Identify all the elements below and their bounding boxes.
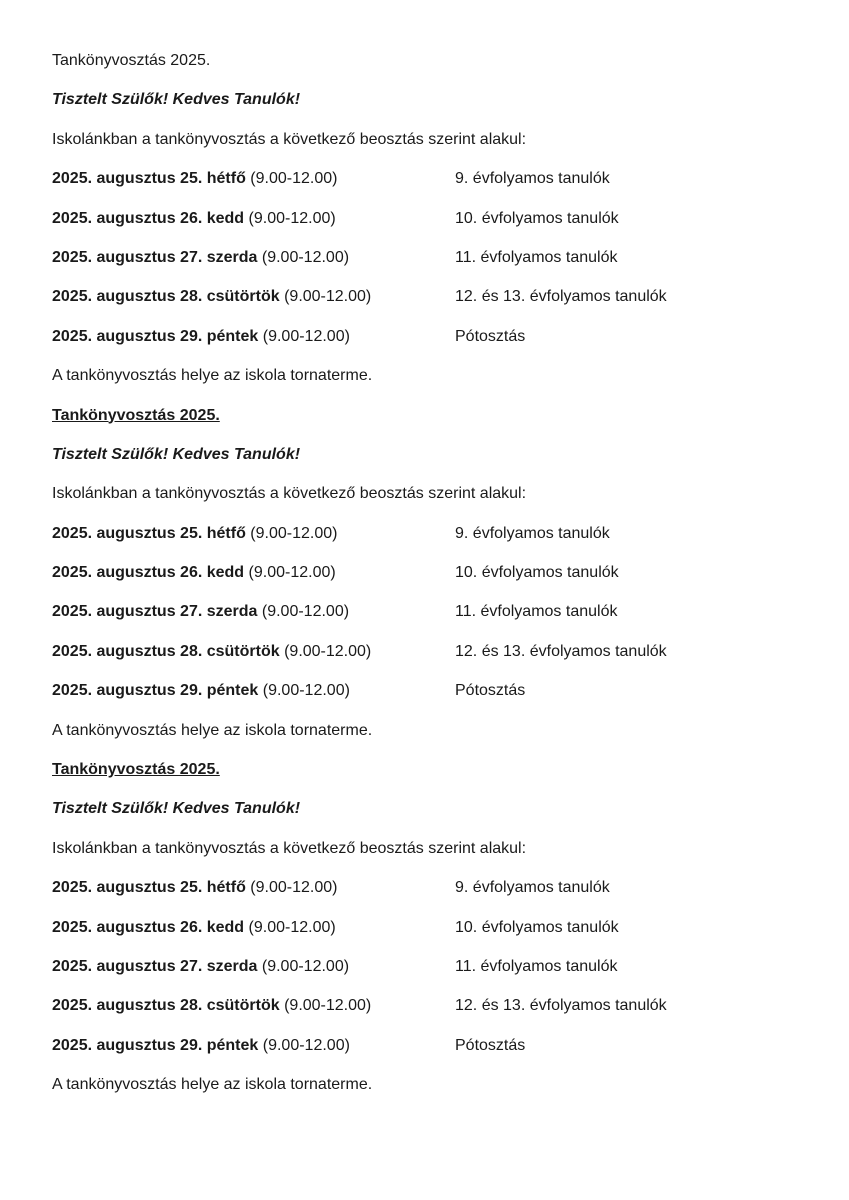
schedule-date: 2025. augusztus 29. péntek	[52, 1036, 259, 1054]
schedule-group: 9. évfolyamos tanulók	[455, 879, 610, 897]
schedule-row	[52, 917, 812, 956]
schedule-date-cell	[52, 523, 455, 562]
schedule-row	[52, 208, 812, 247]
schedule-time: (9.00-12.00)	[244, 209, 336, 227]
schedule-group: Pótosztás	[455, 682, 526, 700]
schedule-row	[52, 562, 812, 601]
schedule-time: (9.00-12.00)	[279, 288, 372, 306]
schedule-date-cell	[52, 168, 455, 207]
schedule-row	[52, 641, 812, 680]
schedule-date-cell	[52, 641, 455, 680]
schedule-group: 9. évfolyamos tanulók	[455, 524, 610, 542]
schedule-date-cell	[52, 917, 455, 956]
schedule-date: 2025. augusztus 27. szerda	[52, 603, 258, 621]
intro-text: Iskolánkban a tankönyvosztás a következő beosztás szerint alakul:	[52, 485, 527, 503]
schedule-group: 11. évfolyamos tanulók	[455, 248, 618, 266]
schedule-date-cell	[52, 562, 455, 601]
schedule-time: (9.00-12.00)	[257, 957, 350, 975]
schedule-row	[52, 680, 812, 719]
greeting: Tisztelt Szülők! Kedves Tanulók!	[52, 800, 301, 818]
schedule-time: (9.00-12.00)	[279, 642, 372, 660]
location-text: A tankönyvosztás helye az iskola tornaterme.	[52, 721, 373, 739]
schedule-date: 2025. augusztus 25. hétfő	[52, 879, 246, 897]
schedule-date-cell	[52, 995, 455, 1034]
schedule-row	[52, 168, 812, 207]
schedule-time: (9.00-12.00)	[279, 997, 372, 1015]
schedule-date-cell	[52, 326, 455, 365]
schedule-date: 2025. augusztus 27. szerda	[52, 248, 258, 266]
schedule-group: 12. és 13. évfolyamos tanulók	[455, 997, 667, 1015]
schedule-date: 2025. augusztus 25. hétfő	[52, 524, 246, 542]
announcement-section	[52, 50, 812, 405]
schedule-date: 2025. augusztus 28. csütörtök	[52, 642, 280, 660]
schedule-date-cell	[52, 680, 455, 719]
schedule-date-cell	[52, 286, 455, 325]
schedule-date: 2025. augusztus 28. csütörtök	[52, 288, 280, 306]
announcement-section	[52, 405, 812, 760]
greeting: Tisztelt Szülők! Kedves Tanulók!	[52, 91, 301, 109]
schedule-row	[52, 286, 812, 325]
schedule-date: 2025. augusztus 25. hétfő	[52, 170, 246, 188]
announcement-section	[52, 759, 812, 1114]
section-title: Tankönyvosztás 2025.	[52, 406, 220, 424]
schedule-date: 2025. augusztus 26. kedd	[52, 209, 245, 227]
schedule-group: 12. és 13. évfolyamos tanulók	[455, 642, 667, 660]
schedule-group: 10. évfolyamos tanulók	[455, 209, 619, 227]
section-title: Tankönyvosztás 2025.	[52, 52, 211, 69]
schedule-date-cell	[52, 601, 455, 640]
schedule-time: (9.00-12.00)	[245, 879, 338, 897]
schedule-date-cell	[52, 877, 455, 916]
schedule-group: 12. és 13. évfolyamos tanulók	[455, 288, 667, 306]
schedule-date: 2025. augusztus 26. kedd	[52, 564, 245, 582]
schedule-row	[52, 995, 812, 1034]
schedule-date: 2025. augusztus 29. péntek	[52, 327, 259, 345]
schedule-date-cell	[52, 1035, 455, 1074]
schedule-time: (9.00-12.00)	[258, 682, 350, 700]
section-title: Tankönyvosztás 2025.	[52, 761, 220, 779]
schedule-date: 2025. augusztus 26. kedd	[52, 918, 245, 936]
schedule-time: (9.00-12.00)	[245, 524, 338, 542]
schedule-date: 2025. augusztus 27. szerda	[52, 957, 258, 975]
location-text: A tankönyvosztás helye az iskola tornaterme.	[52, 367, 373, 385]
schedule-group: 10. évfolyamos tanulók	[455, 918, 619, 936]
schedule-row	[52, 523, 812, 562]
intro-text: Iskolánkban a tankönyvosztás a következő beosztás szerint alakul:	[52, 130, 527, 148]
schedule-time: (9.00-12.00)	[244, 564, 336, 582]
schedule-time: (9.00-12.00)	[258, 327, 350, 345]
schedule-time: (9.00-12.00)	[258, 1036, 350, 1054]
greeting: Tisztelt Szülők! Kedves Tanulók!	[52, 445, 301, 463]
schedule-row	[52, 601, 812, 640]
schedule-time: (9.00-12.00)	[245, 170, 338, 188]
schedule-group: Pótosztás	[455, 1036, 526, 1054]
schedule-date-cell	[52, 956, 455, 995]
schedule-group: 10. évfolyamos tanulók	[455, 564, 619, 582]
schedule-group: 11. évfolyamos tanulók	[455, 603, 618, 621]
schedule-row	[52, 1035, 812, 1074]
schedule-date-cell	[52, 208, 455, 247]
intro-text: Iskolánkban a tankönyvosztás a következő beosztás szerint alakul:	[52, 839, 527, 857]
schedule-group: 11. évfolyamos tanulók	[455, 957, 618, 975]
schedule-date: 2025. augusztus 29. péntek	[52, 682, 259, 700]
schedule-time: (9.00-12.00)	[257, 248, 350, 266]
schedule-date: 2025. augusztus 28. csütörtök	[52, 997, 280, 1015]
schedule-row	[52, 877, 812, 916]
schedule-row	[52, 326, 812, 365]
schedule-row	[52, 247, 812, 286]
schedule-group: 9. évfolyamos tanulók	[455, 170, 610, 188]
schedule-date-cell	[52, 247, 455, 286]
schedule-time: (9.00-12.00)	[244, 918, 336, 936]
schedule-time: (9.00-12.00)	[257, 603, 350, 621]
schedule-group: Pótosztás	[455, 327, 526, 345]
location-text: A tankönyvosztás helye az iskola tornaterme.	[52, 1076, 373, 1094]
schedule-row	[52, 956, 812, 995]
document-page	[52, 50, 812, 1114]
